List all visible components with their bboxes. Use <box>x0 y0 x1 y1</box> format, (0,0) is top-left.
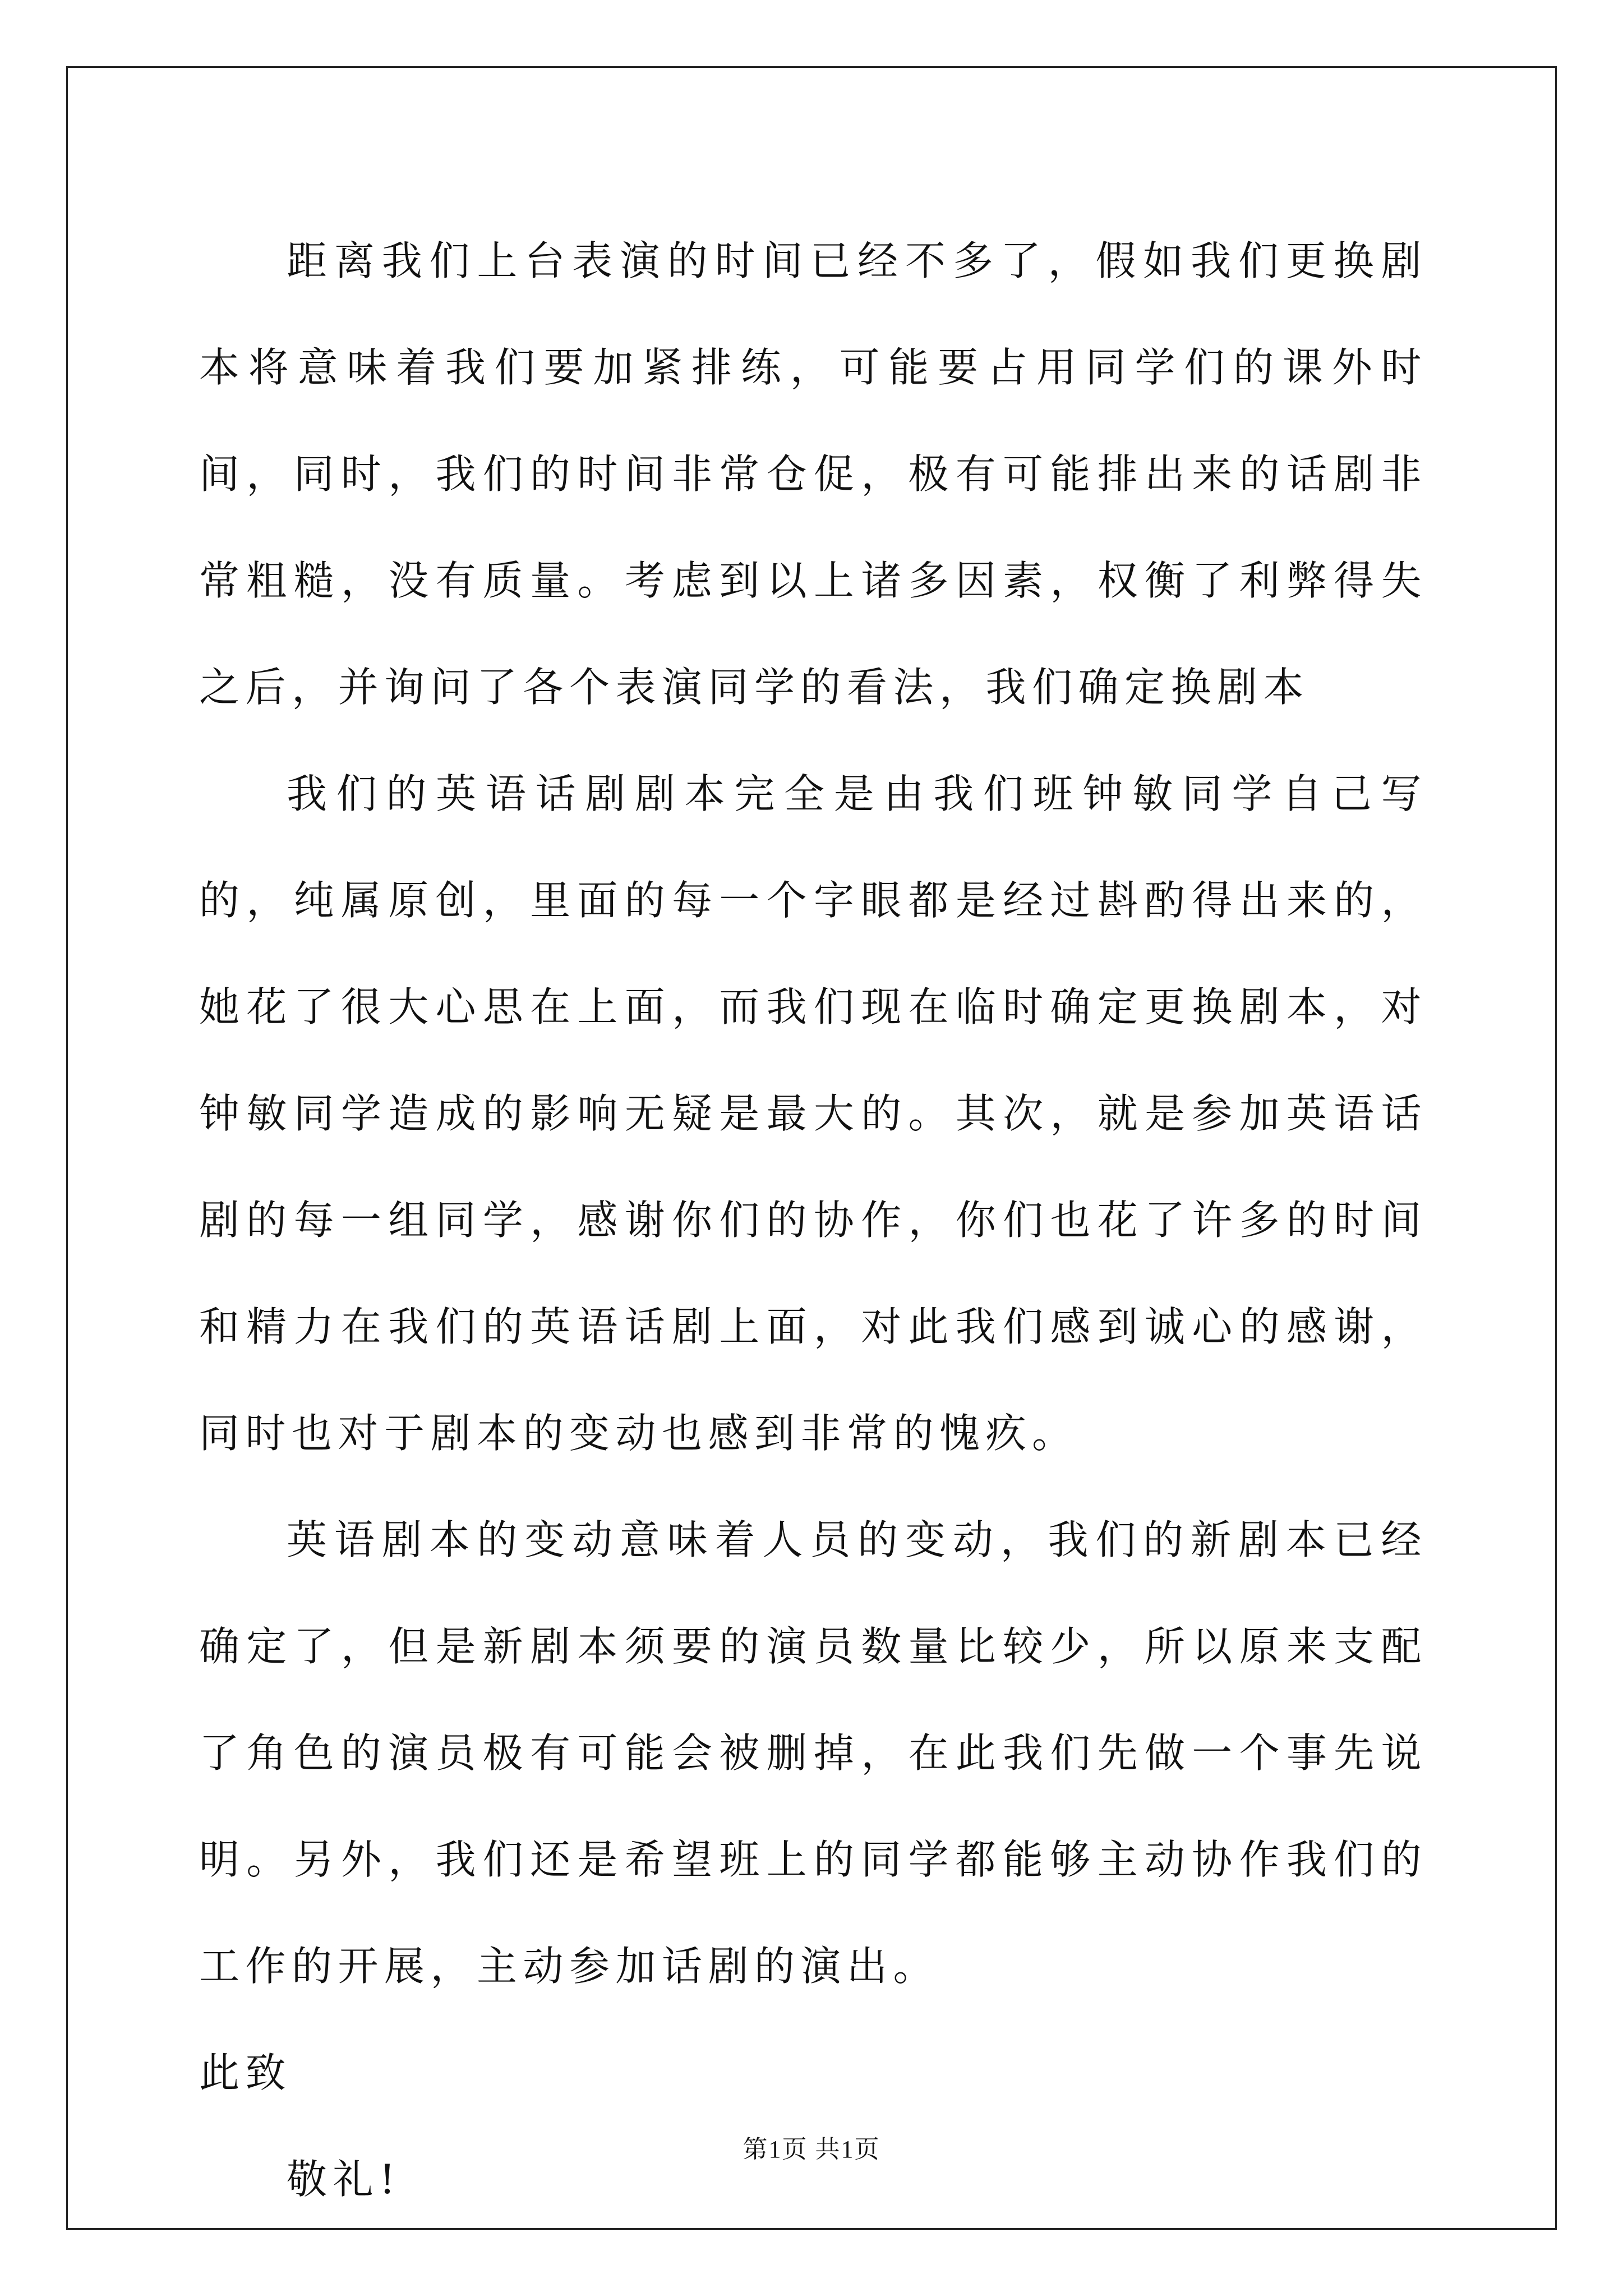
page-footer: 第1页 共1页 <box>743 2136 880 2163</box>
closing-regards: 敬礼! <box>287 2156 402 2203</box>
paragraph-3: 英语剧本的变动意味着人员的变动，我们的新剧本已经确定了，但是新剧本须要的演员数量比较少，所以原来支配了角色的演员极有可能会被删掉，在此我们先做一个事先说明。另外，我们还是希望班上的同学都能够主动协作我们的工作的开展，主动参加话剧的演出。 <box>199 1516 1427 1990</box>
closing-salutation: 此致 <box>199 2049 292 2096</box>
paragraph-1: 距离我们上台表演的时间已经不多了，假如我们更换剧本将意味着我们要加紧排练，可能要占用同学们的课外时间，同时，我们的时间非常仓促，极有可能排出来的话剧非常粗糙，没有质量。考虑到以上诸多因素，权衡了利弊得失之后，并询问了各个表演同学的看法，我们确定换剧本 <box>199 237 1427 711</box>
document-body <box>199 208 1427 2233</box>
paragraph-2: 我们的英语话剧剧本完全是由我们班钟敏同学自己写的，纯属原创，里面的每一个字眼都是经过斟酌得出来的，她花了很大心思在上面，而我们现在临时确定更换剧本，对钟敏同学造成的影响无疑是最大的。其次，就是参加英语话剧的每一组同学，感谢你们的协作，你们也花了许多的时间和精力在我们的英语话剧上面，对此我们感到诚心的感谢，同时也对于剧本的变动也感到非常的愧疚。 <box>199 770 1427 1457</box>
